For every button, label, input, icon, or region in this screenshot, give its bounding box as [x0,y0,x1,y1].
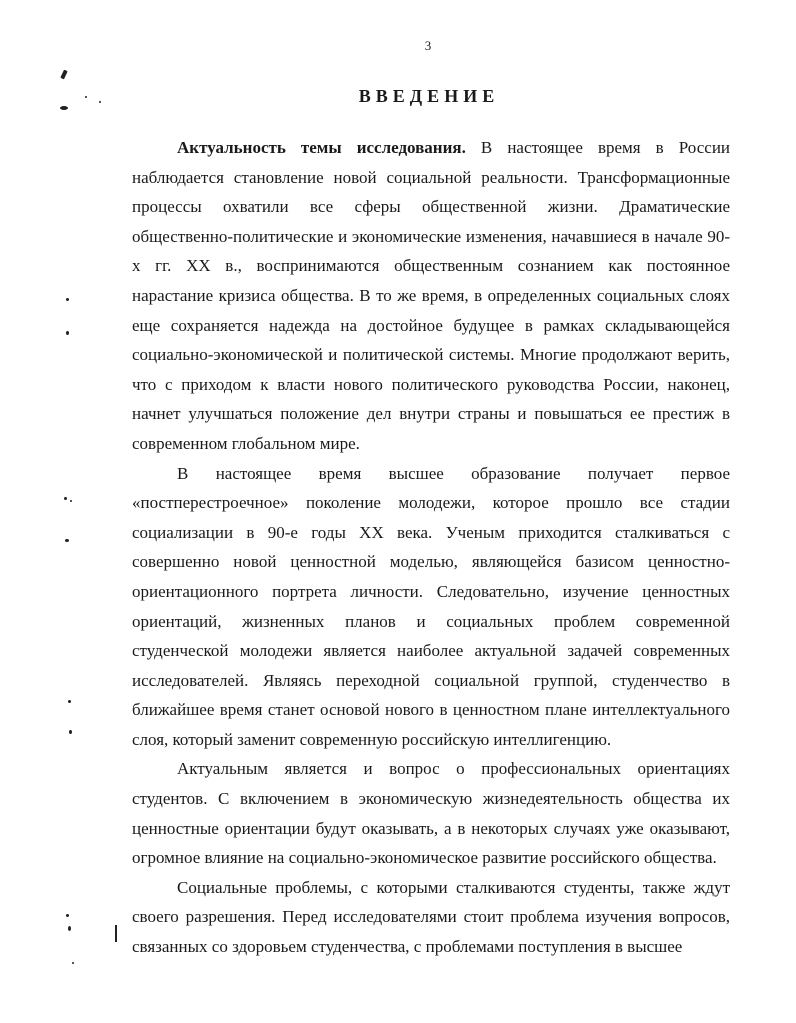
scan-speck [68,926,71,931]
page-title: ВВЕДЕНИЕ [358,86,500,106]
paragraph-1 [132,133,730,459]
scan-speck [99,101,101,103]
scan-speck [72,962,74,964]
document-body [132,133,730,962]
paragraph-4: Социальные проблемы, с которыми сталкиваются студенты, также ждут своего разрешения. Перед исследователями стоит проблема изучения вопросов, связанных со здоровьем студенчества, с проблемами поступления в высшее [132,877,730,957]
scan-speck [66,914,69,917]
scan-speck [65,539,69,542]
scan-speck [64,497,67,500]
paragraph-2: В настоящее время высшее образование получает первое «постперестроечное» поколение молодежи, которое прошло все стадии социализации в 90-е годы XX века. Ученым приходится сталкиваться с совершенно новой ценностной моделью, являющейся базисом ценностно-ориентационного портрета личности. Следовательно, изучение ценностных ориентаций, жизненных планов и социальных проблем современной студенческой молодежи является наиболее актуальной задачей современных исследователей. Являясь переходной социальной группой, студенчество в ближайшее время станет основой нового в ценностном плане интеллектуального слоя, который заменит современную российскую интеллигенцию. [132,463,730,749]
scan-speck [66,298,69,301]
paragraph-1-lead: Актуальность темы исследования. [177,138,466,157]
scan-speck [85,96,87,98]
scan-margin-mark [115,925,117,942]
scan-speck [69,730,72,734]
scan-speck [60,106,68,110]
scan-speck [60,70,67,80]
paragraph-3: Актуальным является и вопрос о профессиональных ориентациях студентов. С включением в экономическую жизнедеятельность общества их ценностные ориентации будут оказывать, а в некоторых случаях уже оказывают, огромное влияние на социально-экономическое развитие российского общества. [132,759,730,868]
scan-speck [68,700,71,703]
paragraph-1-text: В настоящее время в России наблюдается становление новой социальной реальности. Трансформационные процессы охватили все сферы общественной жизни. Драматические общественно-политические и экономические изменения, начавшиеся в начале 90-х гг. XX в., воспринимаются общественным сознанием как постоянное нарастание кризиса общества. В то же время, в определенных социальных слоях еще сохраняется надежда на достойное будущее в рамках складывающейся социально-экономической и политической системы. Многие продолжают верить, что с приходом к власти нового политического руководства России, наконец, начнет улучшаться положение дел внутри страны и повышаться ее престиж в современном глобальном мире. [132,138,731,453]
page-number: 3 [424,38,432,53]
scan-speck [66,331,69,335]
scan-speck [70,500,72,502]
